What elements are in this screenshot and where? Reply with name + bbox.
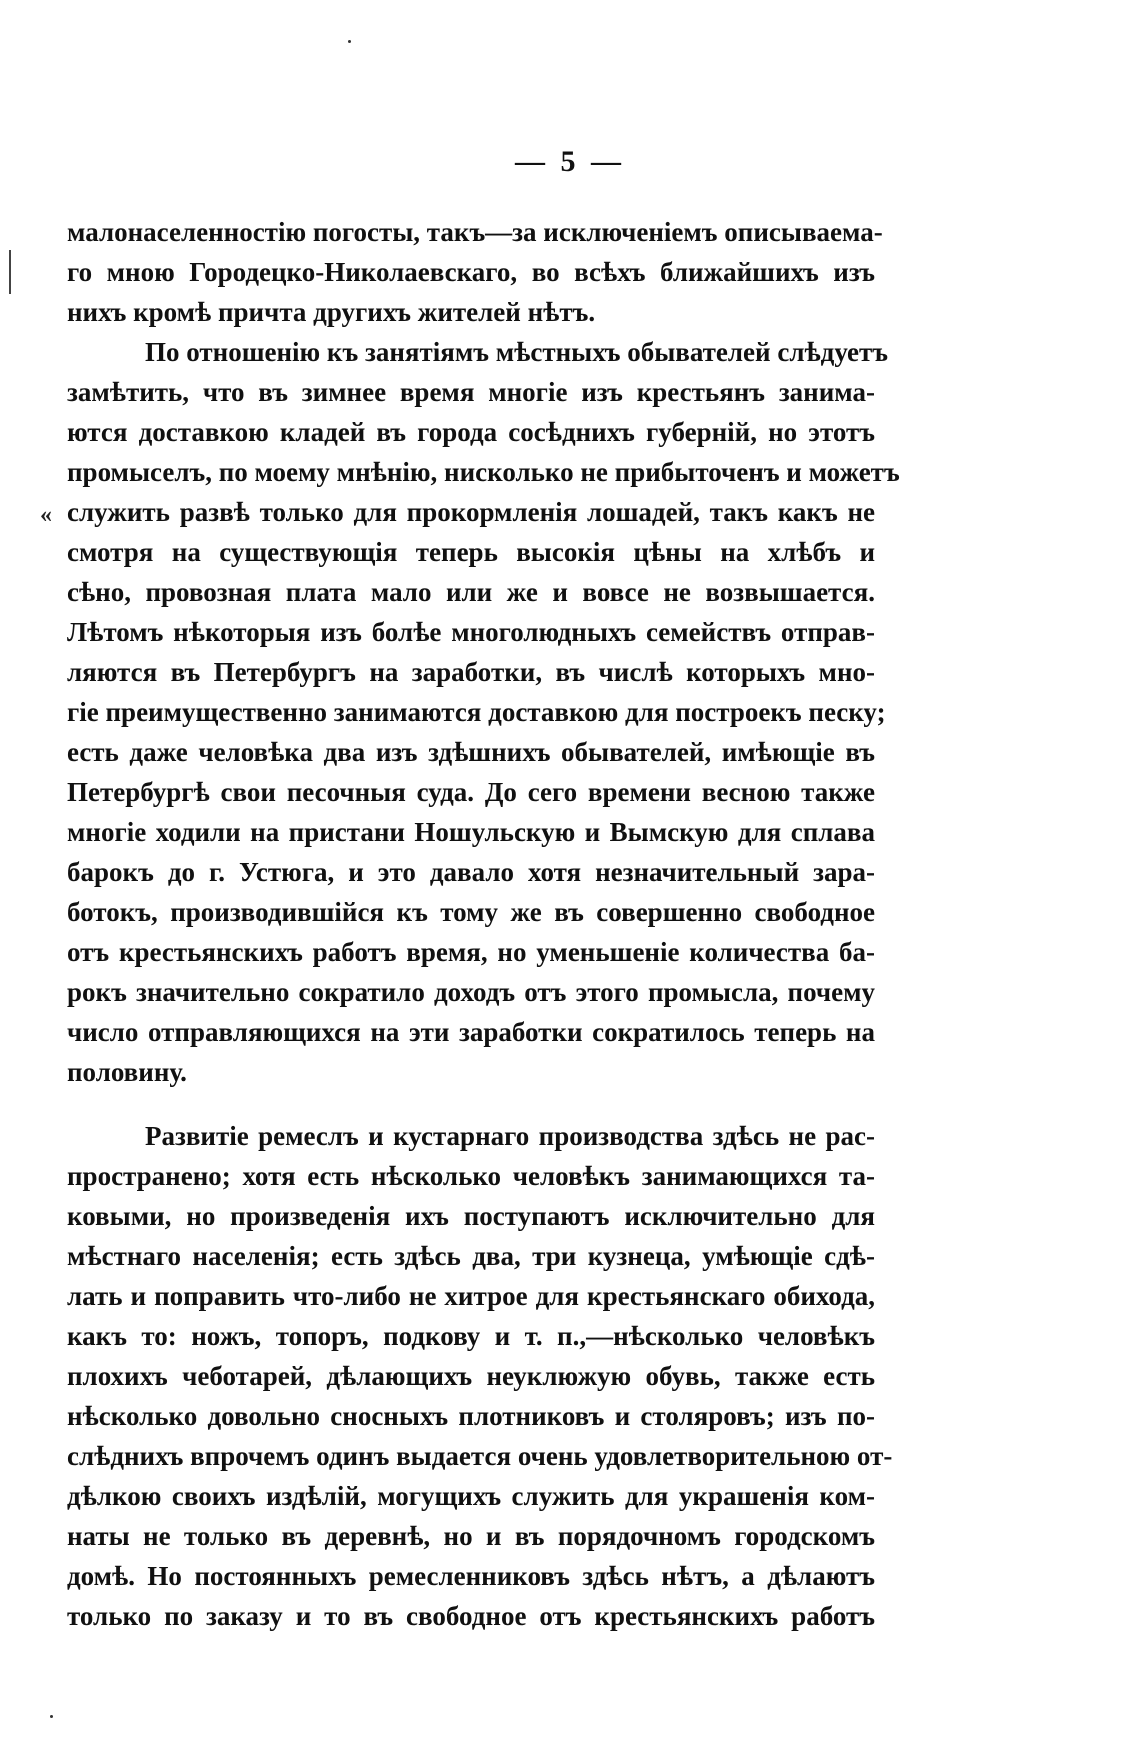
paragraph-1 (67, 212, 883, 332)
text-line: только по заказу и то въ свободное отъ крестьянскихъ работъ (67, 1601, 875, 1631)
text-line: какъ то: ножъ, топоръ, подкову и т. п.,—нѣсколько человѣкъ (67, 1321, 875, 1351)
text-line: ются доставкою кладей въ города сосѣднихъ губерній, но этотъ (67, 417, 875, 447)
margin-mark: « (40, 502, 52, 528)
scan-margin-line (9, 250, 11, 294)
scan-speck (50, 1715, 53, 1718)
text-line: сѣно, провозная плата мало или же и вовсе не возвышается. (67, 577, 875, 607)
paragraph-gap (67, 1092, 875, 1116)
page-number: — 5 — (515, 145, 625, 178)
text-line: наты не только въ деревнѣ, но и въ порядочномъ городскомъ (67, 1521, 875, 1551)
text-line: По отношенію къ занятіямъ мѣстныхъ обывателей слѣдуетъ (145, 337, 888, 367)
text-line: гіе преимущественно занимаются доставкою для построекъ песку; (67, 697, 886, 727)
text-line: барокъ до г. Устюга, и это давало хотя незначительный зара- (67, 857, 875, 887)
paragraph-2 (67, 332, 900, 1092)
text-line: ляются въ Петербургъ на заработки, въ числѣ которыхъ мно- (67, 657, 875, 687)
text-line: малонаселенностію погосты, такъ—за исключеніемъ описываема- (67, 217, 883, 247)
text-line: рокъ значительно сократило доходъ отъ этого промысла, почему (67, 977, 875, 1007)
text-line: Лѣтомъ нѣкоторыя изъ болѣе многолюдныхъ семействъ отправ- (67, 617, 875, 647)
text-line: Петербургѣ свои песочныя суда. До сего времени весною также (67, 777, 875, 807)
text-line: нѣсколько довольно сносныхъ плотниковъ и столяровъ; изъ по- (67, 1401, 875, 1431)
paragraph-3 (67, 1116, 893, 1636)
text-line: число отправляющихся на эти заработки сократилось теперь на (67, 1017, 875, 1047)
text-line: лать и поправить что-либо не хитрое для крестьянскаго обихода, (67, 1281, 875, 1311)
text-line: промыселъ, по моему мнѣнію, нисколько не прибыточенъ и можетъ (67, 457, 900, 487)
text-line: многіе ходили на пристани Ношульскую и Вымскую для сплава (67, 817, 875, 847)
text-line: пространено; хотя есть нѣсколько человѣкъ занимающихся та- (67, 1161, 875, 1191)
scan-speck (348, 40, 351, 43)
text-line: ковыми, но произведенія ихъ поступаютъ исключительно для (67, 1201, 875, 1231)
text-line: слѣднихъ впрочемъ одинъ выдается очень удовлетворительною от- (67, 1441, 893, 1471)
text-line: го мною Городецко-Николаевскаго, во всѣхъ ближайшихъ изъ (67, 257, 875, 287)
text-line: ботокъ, производившійся къ тому же въ совершенно свободное (67, 897, 875, 927)
text-line: служить развѣ только для прокормленія лошадей, такъ какъ не (67, 497, 875, 527)
text-line: домѣ. Но постоянныхъ ремесленниковъ здѣсь нѣтъ, а дѣлаютъ (67, 1561, 875, 1591)
text-line: нихъ кромѣ причта другихъ жителей нѣтъ. (67, 297, 596, 327)
text-line: половину. (67, 1057, 187, 1087)
text-line: дѣлкою своихъ издѣлій, могущихъ служить для украшенія ком- (67, 1481, 875, 1511)
text-line: мѣстнаго населенія; есть здѣсь два, три кузнеца, умѣющіе сдѣ- (67, 1241, 875, 1271)
text-line: замѣтить, что въ зимнее время многіе изъ крестьянъ занима- (67, 377, 875, 407)
body-text (67, 212, 900, 1636)
text-line: Развитіе ремеслъ и кустарнаго производства здѣсь не рас- (145, 1121, 875, 1151)
text-line: смотря на существующія теперь высокія цѣны на хлѣбъ и (67, 537, 875, 567)
text-line: плохихъ чеботарей, дѣлающихъ неуклюжую обувь, также есть (67, 1361, 875, 1391)
text-line: отъ крестьянскихъ работъ время, но уменьшеніе количества ба- (67, 937, 875, 967)
text-line: есть даже человѣка два изъ здѣшнихъ обывателей, имѣющіе въ (67, 737, 875, 767)
